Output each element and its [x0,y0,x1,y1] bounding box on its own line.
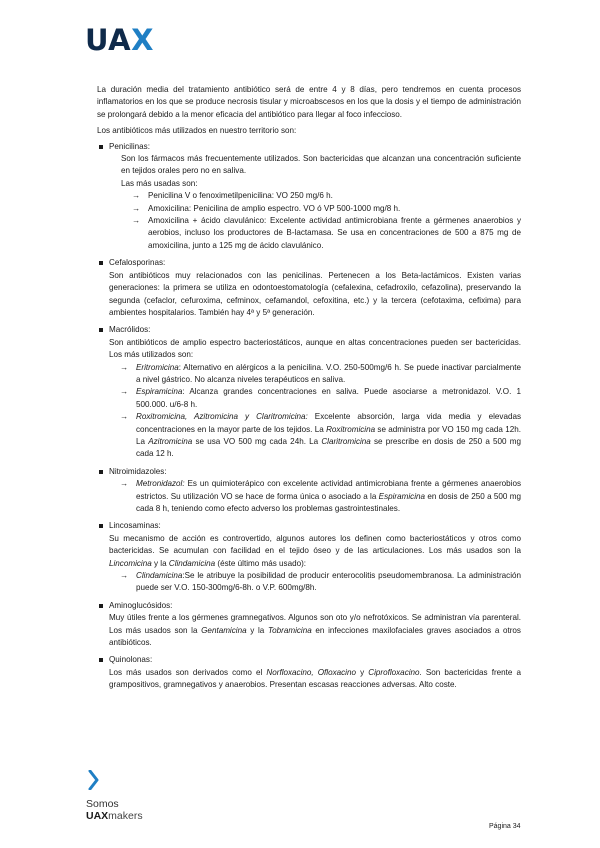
macrolidos-items [109,362,521,461]
section-lincosaminas [97,520,521,594]
section-title: Quinolonas: [109,655,153,665]
bullet-icon [99,470,103,474]
logo-x-text: X [131,23,154,57]
arrow-icon: → [120,479,129,489]
list-item: → Roxitromicina, Azitromicina y Claritromicina: Excelente absorción, larga vida media y elevadas concentraciones en la mayor parte de los tejidos. La Roxitromicina se administra por VO 150 mg cada 12h. La Azitromicina se usa VO 500 mg cada 24h. La Claritromicina se prescribe en dosis de 250 a 500 mg cada 12 h. [120,412,521,459]
list-item: → Penicilina V o fenoximetilpenicilina: VO 250 mg/6 h. [121,190,521,202]
section-title: Macrólidos: [109,325,151,335]
arrow-icon: → [120,412,129,422]
bullet-icon [99,328,103,332]
section-subheading: Las más usadas son: [121,178,198,188]
uax-logo [85,23,154,57]
somos-text: Somos [86,798,119,810]
section-description: Son antibióticos muy relacionados con las penicilinas. Pertenecen a los Beta-lactámicos. Existen varias generaciones: la primera se utiliza en odontoestomatología (cefalexina, cefadroxilo, cefazolina), preservando la segunda (cefaclor, cefuroxima, cefminox, cefamandol, cefoxitina, etc.) y la tercera (cefotaxima, cefixima) para ambientes hospitalarios. También hay 4ª y 5ª generación. [109,270,521,317]
section-title: Cefalosporinas: [109,258,166,268]
arrow-icon: → [120,571,129,581]
antibiotic-list [97,141,521,692]
logo-ua-text: UA [85,23,132,57]
nitroimidazoles-items [109,478,521,515]
bullet-icon [99,524,103,528]
arrow-icon: → [132,191,141,201]
section-quinolonas [97,654,521,691]
bullet-icon [99,261,103,265]
arrow-icon: → [132,216,141,226]
section-title: Aminoglucósidos: [109,600,173,610]
lead-paragraph: Los antibióticos más utilizados en nuestro territorio son: [97,126,297,136]
list-item: → Clindamicina:Se le atribuye la posibilidad de producir enterocolitis pseudomembranosa. La administración puede ser V.O. 150-300mg/6-8h. o V.P. 600mg/8h. [120,571,521,593]
bullet-icon [99,145,103,149]
bullet-icon [99,658,103,662]
bullet-icon [99,604,103,608]
arrow-icon: → [132,203,141,213]
list-item: → Amoxicilina + ácido clavulánico: Excelente actividad antimicrobiana frente a gérmenes anaerobios y aerobios, incluso los productores de B-lactamasa. Se usa en concentraciones de 500 a 875 mg de amoxicilina, junto a 125 mg de ácido clavulánico. [132,216,521,250]
section-title: Nitroimidazoles: [109,466,167,476]
intro-paragraph: La duración media del tratamiento antibiótico será de entre 4 y 8 días, pero tendremos en cuenta procesos inflamatorios en los que se produce necrosis tisular y microabscesos en los que la dosis y el tiempo de administración se prolongará debido a la menor eficacia del antibiótico para llegar al foco infeccioso. [97,85,521,119]
section-title: Lincosaminas: [109,521,161,531]
section-nitroimidazoles [97,466,521,516]
section-penicilinas [97,141,521,253]
document-body [97,84,521,697]
page-number: Página 34 [489,823,521,830]
section-description: Son antibióticos de amplio espectro bacteriostáticos, aunque en altas concentraciones pueden ser bactericidas. Los más utilizados son: [109,337,521,360]
list-item: → Metronidazol: Es un quimioterápico con excelente actividad antimicrobiana frente a gérmenes anaerobios estrictos. Su utilización VO se hace de forma única o asociado a la Espiramicina en dosis de 250 a 500 mg cada 8 h, teniendo como efecto adverso los problemas gastrointestinales. [120,479,521,513]
list-item: → Espiramicina: Alcanza grandes concentraciones en saliva. Puede asociarse a metronidazol. V.O. 1 500.000. u/6-8 h. [120,387,521,409]
section-description: Su mecanismo de acción es controvertido, algunos autores los definen como bacteriostáticos y otros como bactericidas. Se acumulan con facilidad en el tejido óseo y de las articulaciones. Los más usados son la Lincomicina y la Clindamicina (éste último más usado): [109,533,521,568]
section-title: Penicilinas: [109,141,150,151]
chevron-right-icon [88,770,100,790]
section-description: Son los fármacos más frecuentemente utilizados. Son bactericidas que alcanzan una concentración suficiente en tejidos orales pero no en saliva. [121,154,521,176]
penicilinas-items [109,190,521,252]
list-item: → Eritromicina: Alternativo en alérgicos a la penicilina. V.O. 250-500mg/6 h. Se puede inactivar parcialmente a nivel gástrico. No alcanza niveles terapéuticos en saliva. [120,362,521,384]
uax-makers-text: UAXmakers [86,810,143,822]
list-item: → Amoxicilina: Penicilina de amplio espectro. VO ó VP 500-1000 mg/8 h. [121,203,521,215]
arrow-icon: → [120,387,129,397]
arrow-icon: → [120,362,129,372]
somos-uax-makers-logo [86,798,143,822]
section-description: Muy útiles frente a los gérmenes gramnegativos. Algunos son oto y/o nefrotóxicos. Se administran vía parenteral. Los más usados son la Gentamicina y la Tobramicina en infecciones maxilofaciales graves asociados a otros antibióticos. [109,613,521,648]
lincosaminas-items [109,570,521,595]
section-cefalosporinas [97,257,521,319]
section-aminoglucosidos [97,600,521,650]
section-macrolidos [97,324,521,460]
section-description: Los más usados son derivados como el Norfloxacino, Ofloxacino y Ciprofloxacino. Son bactericidas frente a grampositivos, gramnegativos y anaerobios. Presentan escasas reacciones adversas. Alto coste. [109,667,521,690]
